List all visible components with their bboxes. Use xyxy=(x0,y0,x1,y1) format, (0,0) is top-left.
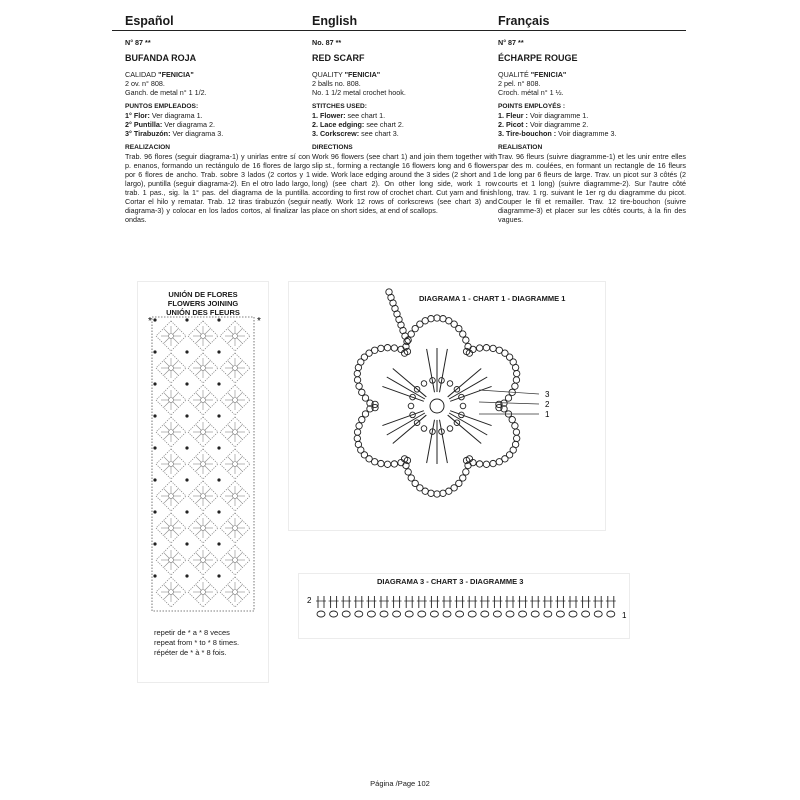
stitch-name: 1° Flor: xyxy=(125,111,150,120)
chart3-panel xyxy=(299,574,629,638)
joined-flower xyxy=(153,382,186,415)
joined-flower xyxy=(217,542,250,575)
petal-chain xyxy=(401,420,472,497)
corkscrew-stitch xyxy=(329,596,339,617)
corkscrew-stitch xyxy=(467,596,477,617)
pattern-number: N° 87 ** xyxy=(125,38,151,47)
stitches-heading: STITCHES USED: xyxy=(312,103,367,110)
join-point xyxy=(217,414,220,417)
french-column xyxy=(498,14,686,224)
stitch-ref: Ver diagrama 2. xyxy=(162,120,215,129)
quality-line xyxy=(125,70,310,79)
stitch-line xyxy=(498,120,686,129)
stitch-name: 3. Tire-bouchon : xyxy=(498,129,557,138)
repeat-fr: répéter de * à * 8 fois. xyxy=(154,648,227,657)
joined-flower xyxy=(153,478,186,511)
corkscrew-stitch xyxy=(366,596,376,617)
chart1-title: DIAGRAMA 1 - CHART 1 - DIAGRAMME 1 xyxy=(419,294,566,303)
petal-chain xyxy=(401,315,472,392)
center-circle xyxy=(430,399,444,413)
repeat-en: repeat from * to * 8 times. xyxy=(154,638,240,647)
stitch-line xyxy=(125,120,310,129)
corkscrew-stitch xyxy=(518,596,528,617)
join-point xyxy=(153,542,156,545)
join-point xyxy=(153,382,156,385)
flower-chart-diagram xyxy=(289,282,605,530)
joined-flower xyxy=(185,446,218,479)
join-point xyxy=(153,350,156,353)
quality-value: "FENICIA" xyxy=(344,70,381,79)
pattern-title: ÉCHARPE ROUGE xyxy=(498,53,578,63)
stitches-heading: PUNTOS EMPLEADOS: xyxy=(125,103,199,110)
english-column xyxy=(312,14,497,215)
page-footer: Página /Page 102 xyxy=(370,779,430,788)
join-point xyxy=(185,574,188,577)
directions-heading: REALIZACION xyxy=(125,144,171,151)
stitch-line xyxy=(498,111,686,120)
join-point xyxy=(217,318,220,321)
flowers-joining-panel xyxy=(138,282,268,682)
chart3-title: DIAGRAMA 3 - CHART 3 - DIAGRAMME 3 xyxy=(377,577,524,586)
join-point xyxy=(153,318,156,321)
pattern-number: N° 87 ** xyxy=(498,38,524,47)
material-line: Ganch. de metal n° 1 1/2. xyxy=(125,88,207,97)
stitch-ref: Voir diagramme 2. xyxy=(527,120,589,129)
row-number: 3 xyxy=(545,390,550,399)
directions-text: Trav. 96 fleurs (suivre diagramme-1) et les unir entre elles par des m. coulées, en formant un rectangle de 16 fleurs de long par 6 fleurs de large. Trav. un picot sur 3 côtés (2 courts et 1 long) (suivre diagramme-2). Sur l'autre côté long, trav. 1 rg. suivant le 1er rg du diagramme du picot. Couper le fil et remailler. Trav. 12 tire-bouchon (suivre diagramme-3) et placer sur les côtés courts, à la fin des vagues. xyxy=(498,152,686,224)
spanish-column xyxy=(125,14,310,224)
joined-flower xyxy=(153,446,186,479)
join-point xyxy=(153,510,156,513)
directions-text: Trab. 96 flores (seguir diagrama-1) y unirlas entre sí con p. enanos, formando un rectángulo de 16 flores de largo por 6 flores de ancho. Trab. sobre 3 lados (2 cortos y 1 largo), puntilla (seguir diagrama-2). En el otro lado largo, trab. 1 pas., sig. la 1° pas. del diagrama de la puntilla. Cortar el hilo y rematar. Trab. 12 tiras tirabuzón (seguir diagrama-3) y colocar en los lados cortos, al finalizar las ondas. xyxy=(125,152,310,224)
join-point xyxy=(185,350,188,353)
corkscrew-stitch xyxy=(568,596,578,617)
joined-flower xyxy=(217,510,250,543)
stitch-name: 3. Corkscrew: xyxy=(312,129,360,138)
stitch-name: 1. Flower: xyxy=(312,111,346,120)
row-number: 2 xyxy=(545,400,550,409)
material-line: 2 balls no. 808. xyxy=(312,79,361,88)
row-number: 2 xyxy=(307,596,312,605)
joined-flower xyxy=(185,350,218,383)
join-point xyxy=(185,382,188,385)
repeat-star: * xyxy=(148,316,152,327)
stitch-line xyxy=(312,111,497,120)
corkscrew-stitch xyxy=(442,596,452,617)
corkscrew-stitch xyxy=(606,596,616,617)
pattern-number: No. 87 ** xyxy=(312,38,342,47)
joined-flower xyxy=(185,318,218,351)
row-number: 1 xyxy=(545,410,550,419)
stitch-line xyxy=(312,129,497,138)
row-number: 1 xyxy=(622,611,627,620)
stitch-ref: Ver diagrama 3. xyxy=(170,129,224,138)
stitches-heading: POINTS EMPLOYÉS : xyxy=(498,103,566,110)
joining-title-es: UNIÓN DE FLORES xyxy=(168,290,238,299)
pattern-title: BUFANDA ROJA xyxy=(125,53,197,63)
stitch-line xyxy=(312,120,497,129)
joined-flower xyxy=(153,542,186,575)
stitch-ref: see chart 2. xyxy=(364,120,404,129)
stitch-line xyxy=(125,111,310,120)
corkscrew-stitch xyxy=(379,596,389,617)
join-point xyxy=(153,478,156,481)
corkscrew-stitch xyxy=(392,596,402,617)
joining-title-en: FLOWERS JOINING xyxy=(167,299,239,308)
joined-flower xyxy=(185,574,218,607)
join-point xyxy=(217,574,220,577)
material-line: No. 1 1/2 metal crochet hook. xyxy=(312,88,406,97)
joined-flower xyxy=(153,510,186,543)
joined-flower xyxy=(185,510,218,543)
petal-chain xyxy=(354,345,426,411)
stitch-ref: Voir diagramme 3. xyxy=(556,129,617,138)
joined-flower xyxy=(217,350,250,383)
stitch-name: 2. Picot : xyxy=(498,120,528,129)
join-point xyxy=(217,542,220,545)
stitch-name: 1. Fleur : xyxy=(498,111,528,120)
stitch-ref: Ver diagrama 1. xyxy=(149,111,203,120)
join-point xyxy=(217,510,220,513)
stitch-name: 2° Puntilla: xyxy=(125,120,163,129)
quality-label: QUALITÉ xyxy=(498,70,529,79)
joined-flower xyxy=(185,414,218,447)
joined-flower xyxy=(217,478,250,511)
quality-value: "FENICIA" xyxy=(530,70,567,79)
corkscrew-stitch xyxy=(555,596,565,617)
join-point xyxy=(153,446,156,449)
quality-label: CALIDAD xyxy=(125,70,157,79)
join-point xyxy=(185,478,188,481)
petal-chain xyxy=(448,401,520,467)
joined-flower xyxy=(185,382,218,415)
quality-label: QUALITY xyxy=(312,70,343,79)
join-point xyxy=(185,510,188,513)
joined-flower xyxy=(217,574,250,607)
corkscrew-stitch xyxy=(455,596,465,617)
join-point xyxy=(185,542,188,545)
corkscrew-stitch xyxy=(581,596,591,617)
joining-title-fr: UNIÓN DES FLEURS xyxy=(166,308,240,317)
stitch-name: 3° Tirabuzón: xyxy=(125,129,171,138)
petal-chain xyxy=(448,345,520,411)
joined-flower xyxy=(217,446,250,479)
stitch-ref: see chart 1. xyxy=(345,111,386,120)
stitch-ref: Voir diagramme 1. xyxy=(527,111,589,120)
directions-heading: REALISATION xyxy=(498,144,543,151)
directions-text: Work 96 flowers (see chart 1) and join them together with slip st., forming a rectangle 16 flowers long and 6 flowers wide. Work lace edging around the 3 sides (2 short and 1 long) (see chart 2). On other long side, work 1 row according to first row of crochet chart. Cut yarn and finish neatly. Work 12 rows of corkscrews (see chart 3) and place on short sides, at end of scallops. xyxy=(312,152,497,215)
corkscrew-stitch xyxy=(417,596,427,617)
join-point xyxy=(153,574,156,577)
joined-flower xyxy=(217,414,250,447)
petal-chain xyxy=(354,401,426,467)
corkscrew-chart-diagram xyxy=(299,574,629,638)
stitch-line xyxy=(498,129,686,138)
corkscrew-stitch xyxy=(543,596,553,617)
join-point xyxy=(185,414,188,417)
quality-line xyxy=(312,70,497,79)
joined-flower xyxy=(153,318,186,351)
join-point xyxy=(217,382,220,385)
corkscrew-stitch xyxy=(341,596,351,617)
pattern-title: RED SCARF xyxy=(312,53,365,63)
corkscrew-stitch xyxy=(505,596,515,617)
joined-flower xyxy=(153,350,186,383)
stitch-ref: see chart 3. xyxy=(359,129,399,138)
corkscrew-stitch xyxy=(492,596,502,617)
directions-heading: DIRECTIONS xyxy=(312,144,353,151)
corkscrew-stitch xyxy=(593,596,603,617)
stitch-line xyxy=(125,129,310,138)
language-heading: English xyxy=(312,14,497,31)
joined-flower xyxy=(217,382,250,415)
corkscrew-stitch xyxy=(316,596,326,617)
joined-flower xyxy=(153,574,186,607)
language-heading: Español xyxy=(125,14,310,31)
quality-line xyxy=(498,70,686,79)
repeat-es: repetir de * a * 8 veces xyxy=(154,628,230,637)
joined-flower xyxy=(185,478,218,511)
material-line: 2 ov. n° 808. xyxy=(125,79,165,88)
language-heading: Français xyxy=(498,14,686,31)
material-line: 2 pel. n° 808. xyxy=(498,79,541,88)
quality-value: "FENICIA" xyxy=(158,70,194,79)
join-point xyxy=(217,446,220,449)
stitch-name: 2. Lace edging: xyxy=(312,120,365,129)
join-point xyxy=(185,446,188,449)
corkscrew-stitch xyxy=(530,596,540,617)
repeat-instructions xyxy=(154,628,239,658)
corkscrew-stitch xyxy=(480,596,490,617)
chart1-panel xyxy=(289,282,605,530)
joined-flower xyxy=(185,542,218,575)
join-point xyxy=(153,414,156,417)
corkscrew-stitch xyxy=(404,596,414,617)
joined-flower xyxy=(153,414,186,447)
corkscrew-stitch xyxy=(429,596,439,617)
corkscrew-stitch xyxy=(354,596,364,617)
flowers-joining-diagram xyxy=(138,282,268,682)
material-line: Croch. métal n° 1 ½. xyxy=(498,88,564,97)
row-pointer xyxy=(479,402,539,404)
top-tail-chain xyxy=(386,289,410,345)
join-point xyxy=(185,318,188,321)
join-point xyxy=(217,350,220,353)
joined-flower xyxy=(217,318,250,351)
join-point xyxy=(217,478,220,481)
repeat-star: * xyxy=(257,316,261,327)
